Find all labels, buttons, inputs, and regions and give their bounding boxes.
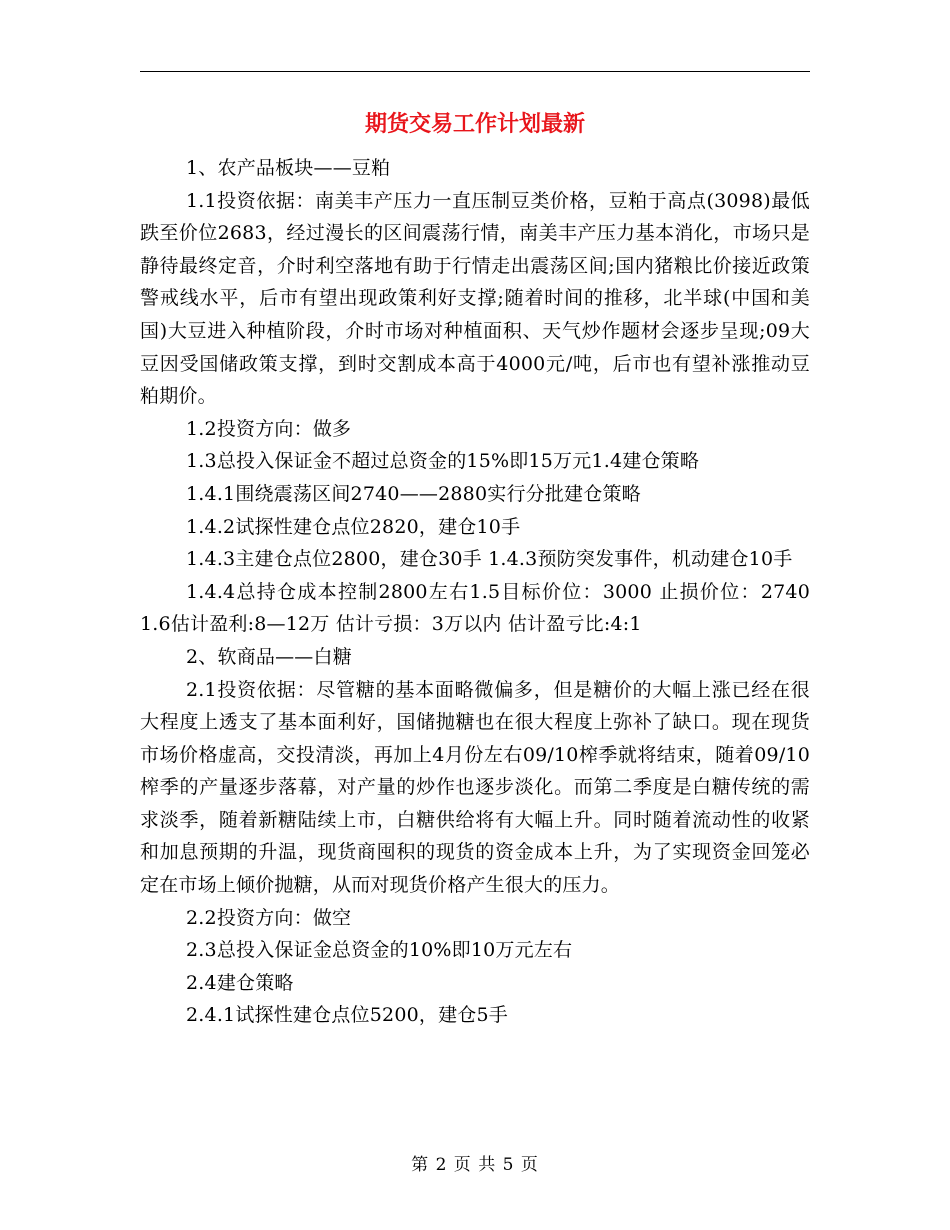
header-rule <box>140 71 810 72</box>
paragraph-2-2-direction: 2.2投资方向：做空 <box>186 906 352 929</box>
document-title: 期货交易工作计划最新 <box>364 112 585 137</box>
document-body <box>140 152 810 1032</box>
paragraph-section-1-heading: 1、农产品板块——豆粕 <box>186 157 391 179</box>
paragraph-section-2-heading: 2、软商品——白糖 <box>186 645 352 668</box>
paragraph-1-4-3: 1.4.3主建仓点位2800，建仓30手 1.4.3预防突发事件，机动建仓10手 <box>186 548 793 571</box>
paragraph-1-4-4: 1.4.4总持仓成本控制2800左右1.5目标价位：3000 止损价位：2740 1.6估计盈利:8—12万 估计亏损：3万以内 估计盈亏比:4:1 <box>140 580 810 636</box>
page-footer: 第 2 页 共 5 页 <box>411 1155 539 1175</box>
paragraph-2-4-strategy: 2.4建仓策略 <box>186 971 294 994</box>
paragraph-1-1-basis: 1.1投资依据：南美丰产压力一直压制豆类价格，豆粕于高点(3098)最低跌至价位2683，经过漫长的区间震荡行情，南美丰产压力基本消化，市场只是静待最终定音，介时利空落地有助于行情走出震荡区间;国内猪粮比价接近政策警戒线水平，后市有望出现政策利好支撑;随着时间的推移，北半球(中国和美国)大豆进入种植阶段，介时市场对种植面积、天气炒作题材会逐步呈现;09大豆因受国储政策支撑，到时交割成本高于4000元/吨，后市也有望补涨推动豆粕期价。 <box>140 189 810 408</box>
paragraph-1-4-2: 1.4.2试探性建仓点位2820，建仓10手 <box>186 515 521 538</box>
paragraph-1-3-margin: 1.3总投入保证金不超过总资金的15%即15万元1.4建仓策略 <box>186 450 700 473</box>
paragraph-2-4-1: 2.4.1试探性建仓点位5200，建仓5手 <box>186 1004 508 1027</box>
paragraph-1-2-direction: 1.2投资方向：做多 <box>186 417 352 440</box>
paragraph-2-1-basis: 2.1投资依据：尽管糖的基本面略微偏多，但是糖价的大幅上涨已经在很大程度上透支了基本面利好，国储抛糖也在很大程度上弥补了缺口。现在现货市场价格虚高，交投清淡，再加上4月份左右09/10榨季就将结束，随着09/10榨季的产量逐步落幕，对产量的炒作也逐步淡化。而第二季度是白糖传统的需求淡季，随着新糖陆续上市，白糖供给将有大幅上升。同时随着流动性的收紧和加息预期的升温，现货商囤积的现货的资金成本上升，为了实现资金回笼必定在市场上倾价抛糖，从而对现货价格产生很大的压力。 <box>140 678 810 897</box>
paragraph-1-4-1: 1.4.1围绕震荡区间2740——2880实行分批建仓策略 <box>186 482 641 505</box>
paragraph-2-3-margin: 2.3总投入保证金总资金的10%即10万元左右 <box>186 939 573 962</box>
